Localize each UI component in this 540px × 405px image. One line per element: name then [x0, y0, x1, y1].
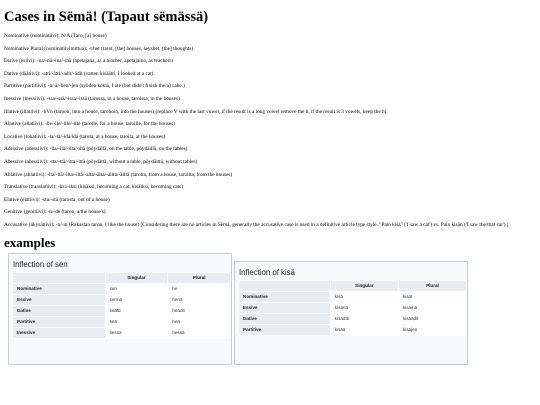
table-cell: he — [168, 283, 231, 294]
inflection-grid — [238, 280, 467, 336]
case-item: Nominative (nominatiivi): N/A (Taro, [a] house) — [4, 33, 107, 39]
case-item: Elative (elatiivi): -sta/-stä (tarosta, out of a house) — [4, 196, 110, 203]
row-header: Essive — [239, 302, 331, 313]
table-cell: kisäädit — [398, 313, 466, 324]
row-header: Partitive — [13, 316, 106, 327]
case-item: Allative (allatiivi): -lle/-lle/-ille/-ille (tarolle, for a house, taroille, for the houses) — [4, 121, 176, 128]
table-cell: hessä — [168, 327, 231, 338]
table-cell: kisää — [330, 324, 398, 335]
case-item: Translative (translatiivi): -ksi/-iksi (kisäksi, becoming a cat, kisäiksi, becoming cats) — [4, 184, 183, 191]
header-cell: Plural — [168, 272, 231, 283]
case-item: Adessive (adessiivi): -lla/-llä/-illa/-illä (pöydällä, on the table, pöydäillä, on the tables) — [4, 146, 188, 153]
case-item: Ablative (ablatiivi): -lta/-ltä/-ilta/-iltä/-alta/-ältä/-ailta/-äiltä (tarolta, from a house, taroilta, from the houses) — [4, 171, 233, 178]
row-header: Essive — [13, 294, 106, 305]
case-item: Locative (lokatiivi): -ta/-tä/-ida/idä (tarota, at a house, taroita, at the houses) — [4, 133, 166, 140]
header-cell: Plural — [398, 280, 466, 291]
case-item: Dative (däätiivi): -atti/-ätti/-adit/-ädit (vatten kisäätti, I looked at a cat). — [4, 70, 155, 77]
row-header: Nominative — [13, 283, 106, 294]
case-item: Nominative Plural (nominatiivimittua): -t/het (tarot, [the] houses, šeyshet, [the] thoughts) — [4, 45, 194, 52]
table-row — [13, 327, 231, 338]
examples-heading: examples — [4, 234, 56, 250]
table-header-row — [13, 272, 231, 283]
table-cell: heädit — [168, 305, 231, 316]
row-header: Dative — [13, 305, 106, 316]
table-cell: seä — [105, 316, 168, 327]
header-cell: Singular — [330, 280, 398, 291]
table-cell: kisäinä — [398, 302, 466, 313]
case-item: Partitive (partitiivi): -a/-ä/-hen/-jen (syöden kekiä, I ate (but didn't finish the/a) cake.) — [4, 83, 185, 90]
case-item: Essive (esiivi): -na/-nä/-ina/-inä (apetajana, as a teacher, apetajaina, as teachers) — [4, 58, 174, 65]
table-cell: heä — [168, 316, 231, 327]
table-cell: kisä — [330, 291, 398, 302]
inflection-grid — [12, 272, 231, 339]
row-header: Nominative — [239, 291, 331, 302]
case-item: Accusative (äkysätiivi): -n/-in (Rakastan taron, I like the house) [Considering there are no articles in Sëmä, generally the accusative case is used in a definitive article type style. "Pain kisä" ('I saw a cat') vs. Pain kisän ('I saw the/that cat').] — [4, 221, 509, 228]
header-cell: Singular — [105, 272, 168, 283]
table-cell: kisäjen — [398, 324, 466, 335]
case-item: Inessive (inessiivi): -ssa/-ssä/-issa/-issä (tarossa, in a house, taroissa, in the houses) — [4, 95, 180, 102]
page-title: Cases in Sëmä! (Tapaut sëmässä) — [4, 9, 209, 25]
row-header: Inessive — [13, 327, 106, 338]
table-cell: sessä — [105, 327, 168, 338]
row-header: Dative — [239, 313, 331, 324]
case-item: Abessive (abessiivi): -tta/-ttä/-itta/-ittä (pöydättä, without a table, pöydäittä, without tables) — [4, 158, 198, 165]
table-cell: henä — [168, 294, 231, 305]
table-row — [13, 305, 231, 316]
table-row — [239, 324, 467, 335]
table-caption: Inflection of sen — [13, 259, 68, 269]
table-cell: kisänä — [330, 302, 398, 313]
case-item: Genitive (genitiivi): -n/-de (taron, a/the house's) — [4, 209, 106, 216]
case-item: Illative (illatiivi): -hVn (taroon, into a house, tarohoin, into the houses) [replace V with the last vowel, if the result is a long vowel remove the h, if the result is 3 vowels, keep the h]. — [4, 108, 388, 115]
header-cell — [239, 280, 331, 291]
case-list — [4, 33, 536, 228]
table-row — [13, 294, 231, 305]
table-cell: kisäätti — [330, 313, 398, 324]
table-row — [239, 291, 467, 302]
table-header-row — [239, 280, 467, 291]
table-row — [13, 283, 231, 294]
table-row — [239, 302, 467, 313]
table-cell: sen — [105, 283, 168, 294]
table-caption: Inflection of kisä — [239, 267, 295, 277]
table-row — [239, 313, 467, 324]
table-cell: sennä — [105, 294, 168, 305]
table-cell: seätti — [105, 305, 168, 316]
header-cell — [13, 272, 106, 283]
table-row — [13, 316, 231, 327]
examples-tables — [4, 253, 536, 363]
inflection-table-sen — [8, 253, 232, 365]
table-cell: kisät — [398, 291, 466, 302]
inflection-table-kisa — [234, 261, 468, 365]
row-header: Partitive — [239, 324, 331, 335]
